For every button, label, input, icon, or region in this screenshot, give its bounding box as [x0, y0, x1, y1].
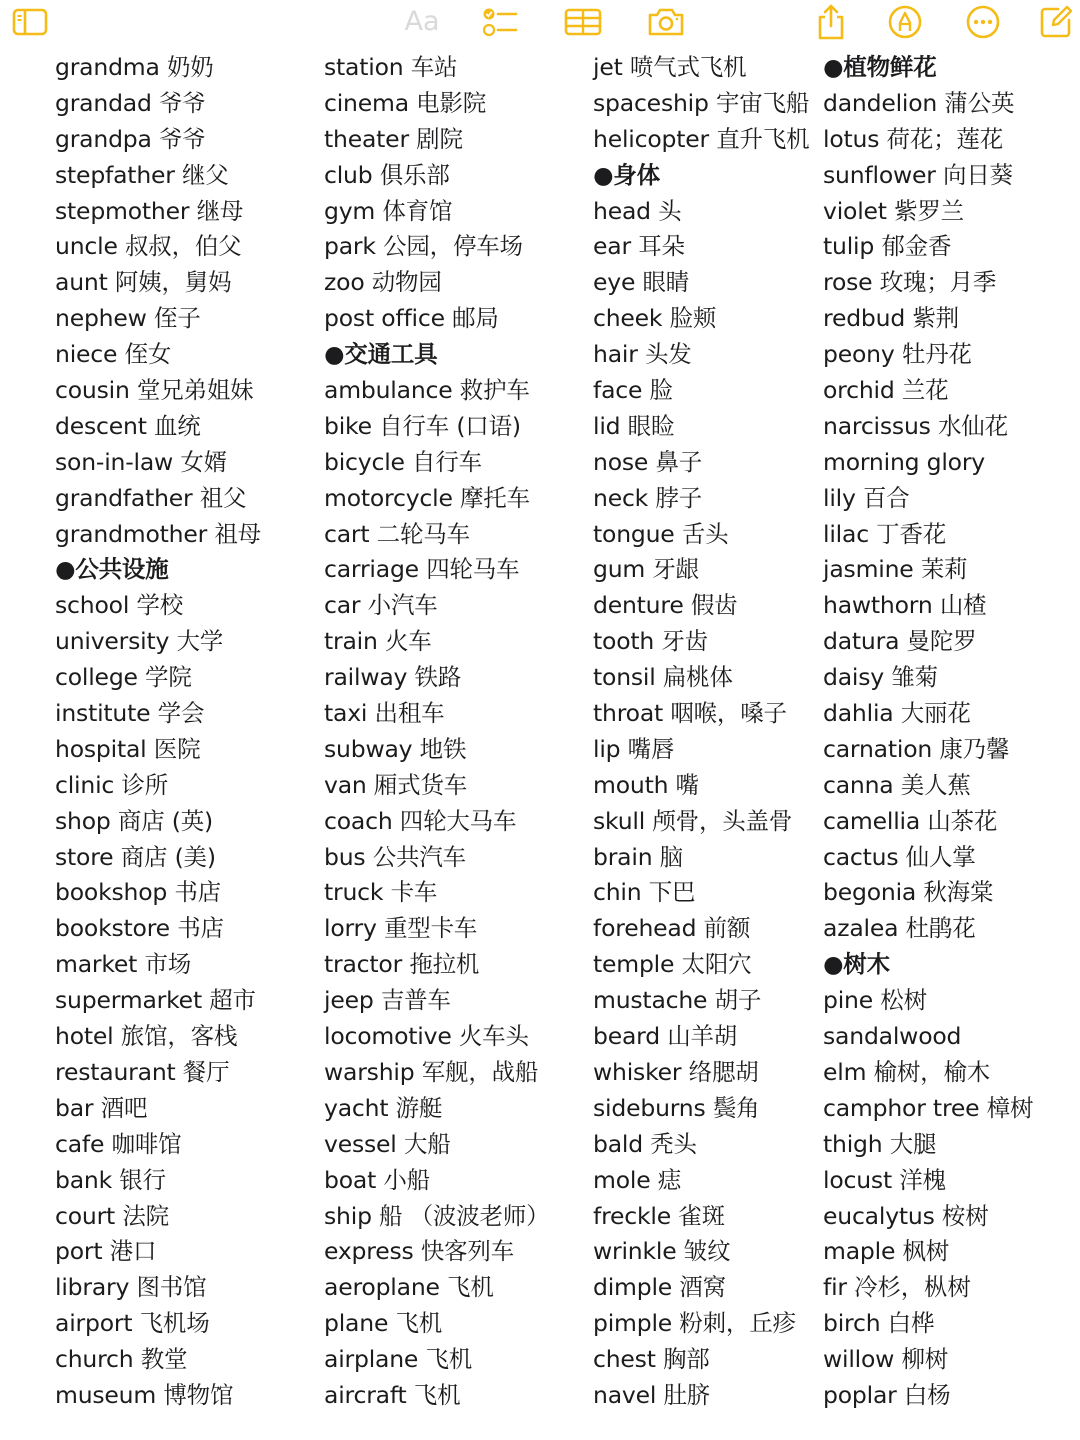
vocab-line: stepmother 继母 [55, 196, 244, 225]
note-column-1 [55, 50, 261, 1414]
vocab-line: court 法院 [55, 1201, 169, 1230]
vocab-line: church 教堂 [55, 1345, 188, 1374]
vocab-line: airplane 飞机 [324, 1345, 473, 1374]
vocab-line: neck 脖子 [593, 483, 702, 512]
vocab-line: grandad 爷爷 [55, 88, 206, 117]
vocab-line: school 学校 [55, 591, 184, 620]
vocab-line: maple 枫树 [823, 1237, 950, 1266]
vocab-line: grandma 奶奶 [55, 53, 214, 81]
vocab-line: bookshop 书店 [55, 878, 221, 907]
section-heading: ●身体 [593, 160, 660, 189]
vocab-line: train 火车 [324, 627, 432, 656]
vocab-line: cafe 咖啡馆 [55, 1129, 182, 1158]
vocab-line: head 头 [593, 196, 682, 225]
vocab-line: college 学院 [55, 663, 192, 692]
vocab-line: station 车站 [324, 53, 458, 81]
vocab-line: beard 山羊胡 [593, 1022, 738, 1051]
vocab-line: denture 假齿 [593, 591, 738, 620]
vocab-line: descent 血统 [55, 411, 201, 440]
vocab-line: birch 白桦 [823, 1309, 935, 1338]
vocab-line: cinema 电影院 [324, 88, 487, 117]
vocab-line: gym 体育馆 [324, 196, 453, 225]
vocab-line: vessel 大船 [324, 1129, 451, 1158]
vocab-line: shop 商店 (英) [55, 806, 214, 835]
vocab-line: hospital 医院 [55, 734, 201, 763]
note-column-3 [593, 50, 809, 1414]
vocab-line: willow 柳树 [823, 1345, 949, 1374]
vocab-line: airport 飞机场 [55, 1309, 210, 1338]
vocab-line: poplar 白杨 [823, 1380, 951, 1409]
vocab-line: lily 百合 [823, 483, 910, 512]
vocab-line: university 大学 [55, 627, 224, 656]
vocab-line: motorcycle 摩托车 [324, 483, 530, 512]
format-label: Aa [404, 6, 440, 37]
vocab-line: elm 榆树，榆木 [823, 1057, 991, 1086]
section-heading: ●植物鲜花 [823, 53, 937, 81]
vocab-line: boat 小船 [324, 1165, 430, 1194]
vocab-line: camellia 山茶花 [823, 806, 998, 835]
vocab-line: nephew 侄子 [55, 304, 201, 333]
vocab-line: market 市场 [55, 950, 192, 979]
vocab-line: dandelion 蒲公英 [823, 88, 1015, 117]
vocab-line: tongue 舌头 [593, 519, 729, 548]
vocab-line: locomotive 火车头 [324, 1022, 529, 1051]
vocab-line: tooth 牙齿 [593, 627, 708, 656]
vocab-line: dimple 酒窝 [593, 1273, 726, 1302]
vocab-line: narcissus 水仙花 [823, 411, 1008, 440]
vocab-line: club 俱乐部 [324, 160, 450, 189]
vocab-line: zoo 动物园 [324, 268, 442, 297]
compose-icon [1038, 4, 1074, 40]
checklist-icon [481, 5, 519, 39]
vocab-line: sandalwood [823, 1022, 962, 1051]
vocab-line: grandmother 祖母 [55, 519, 261, 548]
vocab-line: subway 地铁 [324, 734, 467, 763]
checklist-button[interactable] [480, 2, 520, 42]
vocab-line: eye 眼睛 [593, 268, 690, 297]
share-icon [814, 3, 848, 41]
more-button[interactable] [963, 2, 1003, 42]
vocab-line: cheek 脸颊 [593, 304, 717, 333]
vocab-line: mouth 嘴 [593, 770, 699, 799]
vocab-line: plane 飞机 [324, 1309, 443, 1338]
note-column-4 [823, 50, 1033, 1414]
note-column-2 [324, 50, 549, 1414]
vocab-line: face 脸 [593, 376, 673, 405]
vocab-line: clinic 诊所 [55, 770, 168, 799]
vocab-line: hair 头发 [593, 340, 692, 369]
vocab-line: museum 博物馆 [55, 1380, 234, 1409]
vocab-line: orchid 兰花 [823, 376, 949, 405]
vocab-line: chin 下巴 [593, 878, 696, 907]
vocab-line: port 港口 [55, 1237, 157, 1266]
vocab-line: lotus 荷花；莲花 [823, 124, 1004, 153]
vocab-line: theater 剧院 [324, 124, 463, 153]
camera-button[interactable] [646, 2, 686, 42]
vocab-line: uncle 叔叔，伯父 [55, 232, 242, 261]
vocab-line: locust 洋槐 [823, 1165, 946, 1194]
vocab-line: railway 铁路 [324, 663, 462, 692]
table-button[interactable] [563, 2, 603, 42]
vocab-line: carriage 四轮马车 [324, 555, 520, 584]
vocab-line: canna 美人蕉 [823, 770, 971, 799]
vocab-line: skull 颅骨，头盖骨 [593, 806, 793, 835]
vocab-line: bar 酒吧 [55, 1093, 148, 1122]
vocab-line: grandfather 祖父 [55, 483, 247, 512]
vocab-line: tonsil 扁桃体 [593, 663, 733, 692]
vocab-line: azalea 杜鹃花 [823, 914, 976, 943]
vocab-line: sideburns 鬓角 [593, 1093, 760, 1122]
vocab-line: dahlia 大丽花 [823, 699, 971, 728]
notes-toolbar [0, 0, 1080, 46]
vocab-line: cousin 堂兄弟姐妹 [55, 376, 254, 405]
vocab-line: jeep 吉普车 [324, 986, 451, 1015]
vocab-line: helicopter 直升飞机 [593, 124, 810, 153]
vocab-line: spaceship 宇宙飞船 [593, 88, 810, 117]
vocab-line: warship 军舰，战船 [324, 1057, 539, 1086]
vocab-line: ear 耳朵 [593, 232, 685, 261]
vocab-line: stepfather 继父 [55, 160, 229, 189]
vocab-line: car 小汽车 [324, 591, 438, 620]
vocab-line: violet 紫罗兰 [823, 196, 964, 225]
vocab-line: redbud 紫荆 [823, 304, 959, 333]
vocab-line: thigh 大腿 [823, 1129, 937, 1158]
vocab-line: taxi 出租车 [324, 699, 445, 728]
vocab-line: daisy 雏菊 [823, 663, 938, 692]
vocab-line: brain 脑 [593, 842, 683, 871]
vocab-line: bus 公共汽车 [324, 842, 466, 871]
share-button[interactable] [811, 2, 851, 42]
sidebar-icon [12, 7, 48, 37]
markup-pen-icon [887, 4, 923, 40]
format-button[interactable] [400, 2, 444, 42]
vocab-line: pine 松树 [823, 986, 927, 1015]
vocab-line: gum 牙龈 [593, 555, 699, 584]
vocab-line: nose 鼻子 [593, 447, 703, 476]
section-heading: ●公共设施 [55, 555, 169, 584]
vocab-line: bike 自行车 (口语) [324, 411, 521, 440]
vocab-line: carnation 康乃馨 [823, 734, 1010, 763]
vocab-line: lip 嘴唇 [593, 734, 675, 763]
vocab-line: eucalytus 桉树 [823, 1201, 989, 1230]
vocab-line: aeroplane 飞机 [324, 1273, 494, 1302]
vocab-line: grandpa 爷爷 [55, 124, 206, 153]
vocab-line: bookstore 书店 [55, 914, 224, 943]
section-heading: ●树木 [823, 950, 890, 979]
vocab-line: cactus 仙人掌 [823, 842, 976, 871]
vocab-line: forehead 前额 [593, 914, 751, 943]
vocab-line: throat 咽喉，嗓子 [593, 699, 787, 728]
vocab-line: ship 船 （波波老师） [324, 1201, 550, 1230]
vocab-line: datura 曼陀罗 [823, 627, 977, 656]
vocab-line: restaurant 餐厅 [55, 1057, 230, 1086]
vocab-line: post office 邮局 [324, 304, 499, 333]
vocab-line: begonia 秋海棠 [823, 878, 994, 907]
vocab-line: pimple 粉刺，丘疹 [593, 1309, 796, 1338]
vocab-line: wrinkle 皱纹 [593, 1237, 731, 1266]
vocab-line: supermarket 超市 [55, 986, 256, 1015]
vocab-line: tractor 拖拉机 [324, 950, 480, 979]
vocab-line: jet 喷气式飞机 [593, 53, 747, 81]
vocab-line: aircraft 飞机 [324, 1380, 461, 1409]
vocab-line: mustache 胡子 [593, 986, 762, 1015]
vocab-line: peony 牡丹花 [823, 340, 972, 369]
section-heading: ●交通工具 [324, 340, 438, 369]
vocab-line: whisker 络腮胡 [593, 1057, 759, 1086]
vocab-line: morning glory [823, 447, 986, 476]
vocab-line: chest 胸部 [593, 1345, 710, 1374]
vocab-line: tulip 郁金香 [823, 232, 952, 261]
vocab-line: rose 玫瑰；月季 [823, 268, 997, 297]
vocab-line: ambulance 救护车 [324, 376, 530, 405]
vocab-line: freckle 雀斑 [593, 1201, 725, 1230]
sidebar-toggle-button[interactable] [10, 2, 50, 42]
vocab-line: store 商店 (美) [55, 842, 216, 871]
vocab-line: cart 二轮马车 [324, 519, 470, 548]
vocab-line: niece 侄女 [55, 340, 172, 369]
vocab-line: bank 银行 [55, 1165, 166, 1194]
vocab-line: library 图书馆 [55, 1273, 207, 1302]
vocab-line: bald 秃头 [593, 1129, 697, 1158]
vocab-line: navel 肚脐 [593, 1380, 711, 1409]
vocab-line: temple 太阳穴 [593, 950, 752, 979]
vocab-line: aunt 阿姨，舅妈 [55, 268, 232, 297]
vocab-line: bicycle 自行车 [324, 447, 482, 476]
vocab-line: hawthorn 山楂 [823, 591, 987, 620]
camera-icon [646, 6, 686, 38]
vocab-line: sunflower 向日葵 [823, 160, 1013, 189]
vocab-line: institute 学会 [55, 699, 205, 728]
vocab-line: truck 卡车 [324, 878, 438, 907]
vocab-line: park 公园，停车场 [324, 232, 523, 261]
vocab-line: coach 四轮大马车 [324, 806, 517, 835]
vocab-line: express 快客列车 [324, 1237, 515, 1266]
vocab-line: camphor tree 樟树 [823, 1093, 1034, 1122]
vocab-line: van 厢式货车 [324, 770, 468, 799]
vocab-line: mole 痣 [593, 1165, 682, 1194]
vocab-line: lilac 丁香花 [823, 519, 947, 548]
vocab-line: lorry 重型卡车 [324, 914, 478, 943]
vocab-line: jasmine 茉莉 [823, 555, 968, 584]
vocab-line: hotel 旅馆，客栈 [55, 1022, 238, 1051]
vocab-line: yacht 游艇 [324, 1093, 443, 1122]
markup-button[interactable] [885, 2, 925, 42]
vocab-line: fir 冷杉，枞树 [823, 1273, 971, 1302]
compose-button[interactable] [1036, 2, 1076, 42]
table-icon [564, 7, 602, 37]
vocab-line: lid 眼睑 [593, 411, 675, 440]
vocab-line: son-in-law 女婿 [55, 447, 227, 476]
ellipsis-circle-icon [965, 4, 1001, 40]
